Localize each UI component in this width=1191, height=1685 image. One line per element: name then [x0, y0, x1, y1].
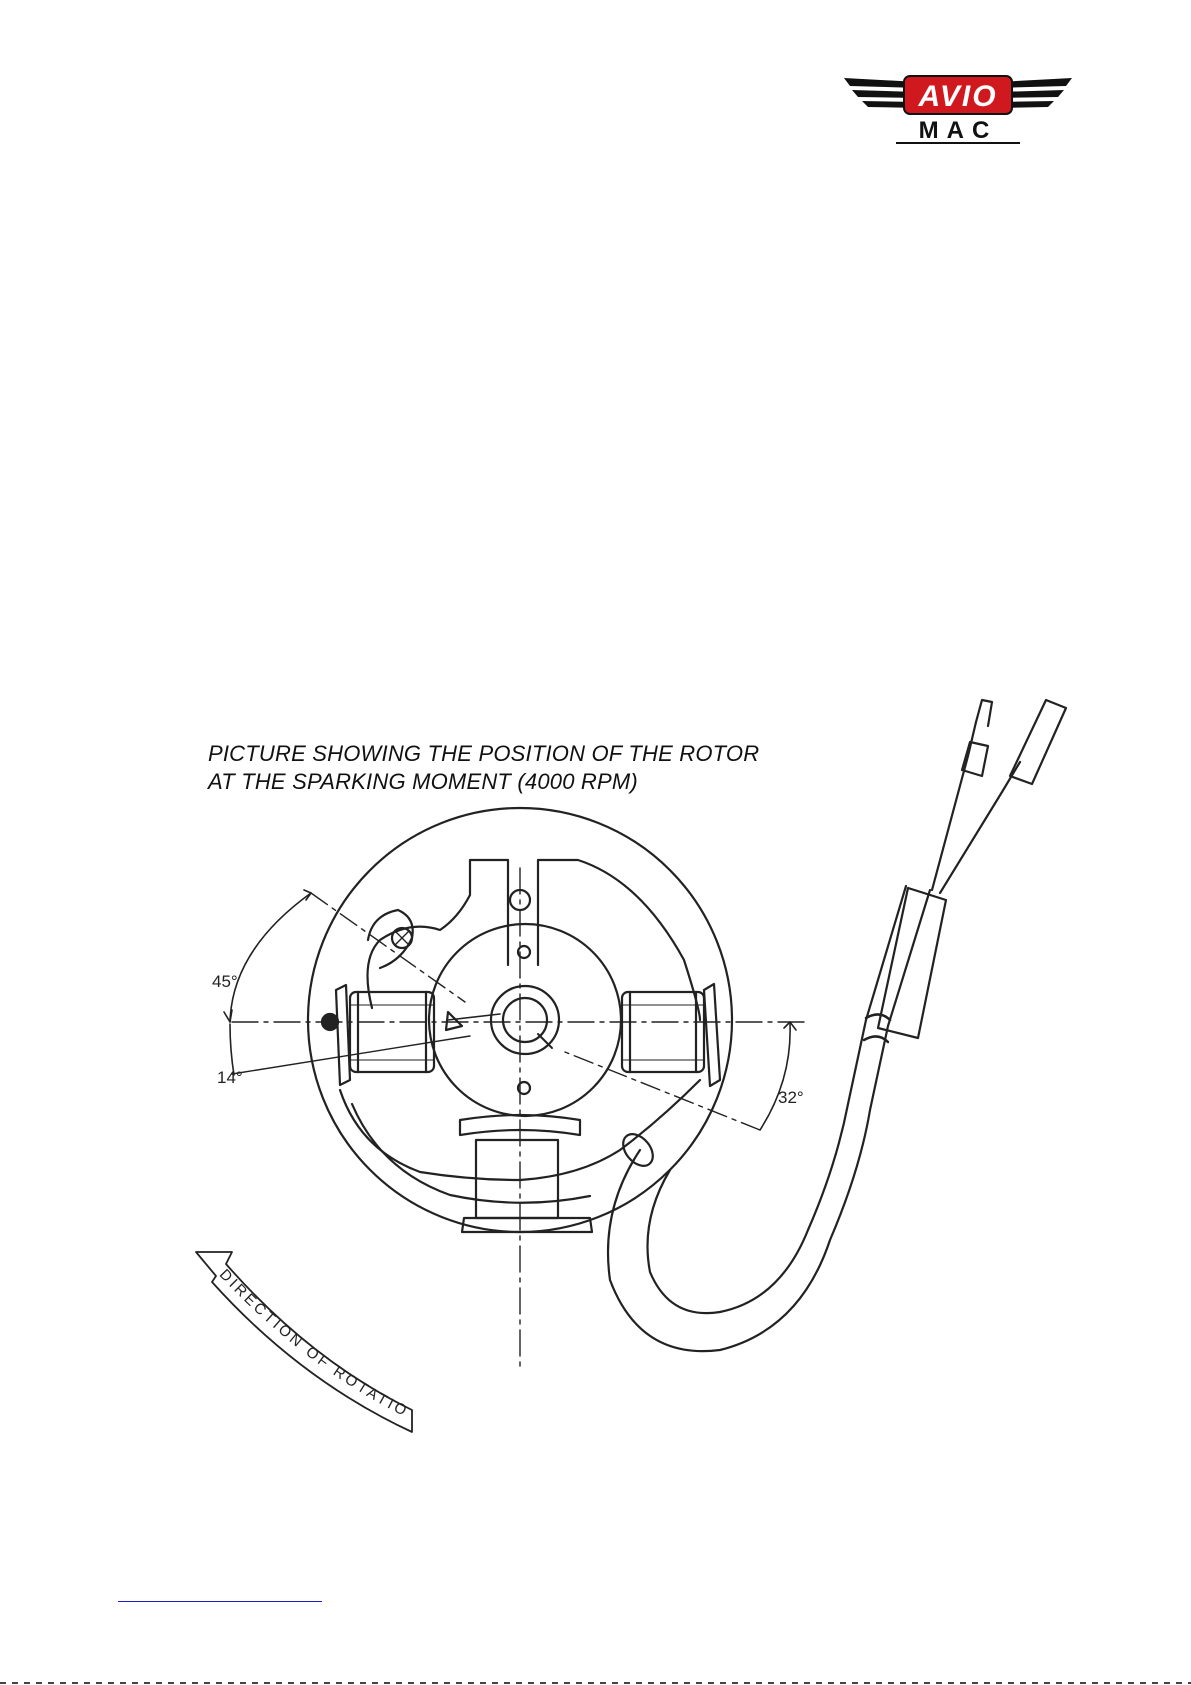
logo-graphic [840, 72, 1076, 146]
rotor-hub [429, 924, 621, 1116]
wire-2 [940, 762, 1020, 893]
timing-mark [322, 1014, 338, 1030]
rotation-direction-text: DIRECTION OF ROTATIO [215, 1265, 412, 1421]
left-coil [336, 985, 434, 1085]
angle-32-arc [760, 1024, 790, 1130]
angle-label-45: 45° [212, 972, 238, 991]
logo-text-top: AVIO [918, 80, 998, 113]
footer-hyperlink[interactable] [118, 1600, 322, 1602]
bottom-coil [460, 1115, 592, 1232]
angle-45-arc [230, 893, 311, 1022]
angle-label-32: 32° [778, 1088, 804, 1107]
left-cutout [368, 910, 413, 968]
inner-cutout [368, 860, 701, 1020]
aviomac-logo [840, 72, 1076, 146]
cable-grommet [617, 1128, 659, 1171]
right-coil [622, 984, 720, 1086]
logo-text-bottom: MAC [918, 117, 998, 144]
rotation-direction-label [160, 680, 412, 1421]
angle-label-14: 14° [217, 1068, 243, 1087]
caption-line-1: PICTURE SHOWING THE POSITION OF THE ROTOR [208, 741, 760, 766]
caption-line-2: AT THE SPARKING MOMENT (4000 RPM) [208, 769, 638, 794]
connector-2 [1010, 700, 1066, 784]
rotor-position-drawing [160, 680, 1090, 1450]
page-bottom-rule [0, 1682, 1191, 1684]
